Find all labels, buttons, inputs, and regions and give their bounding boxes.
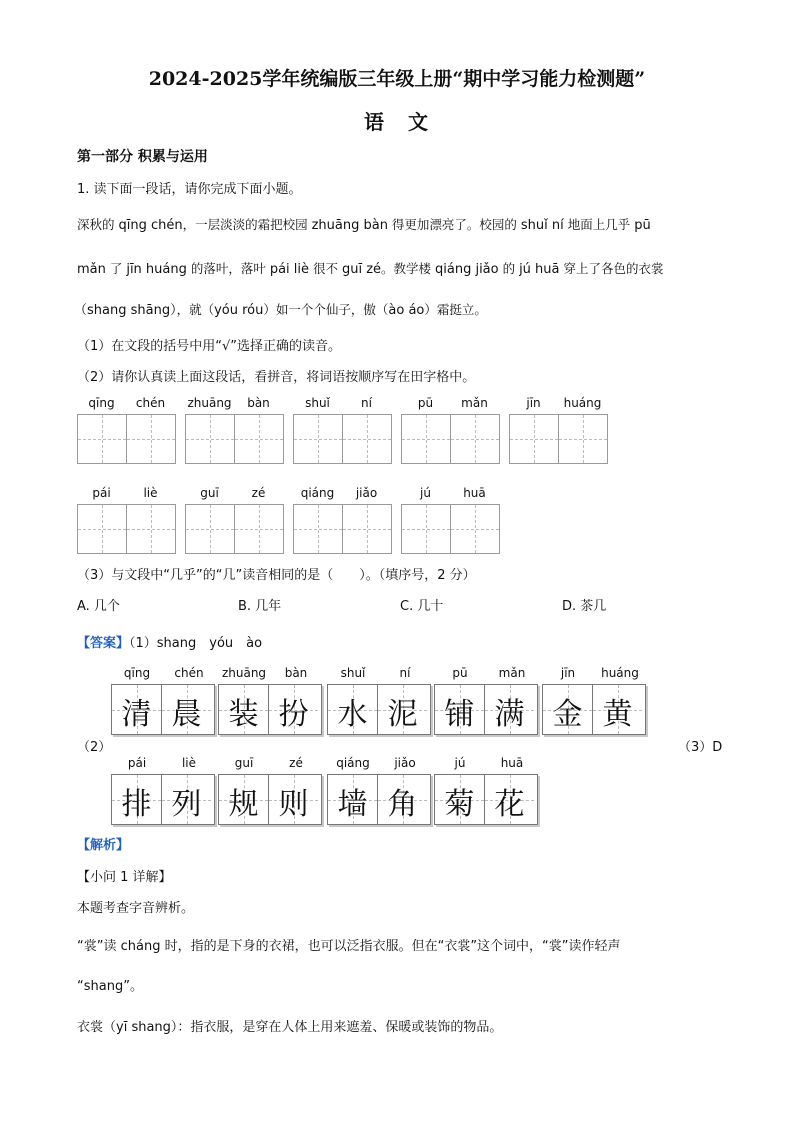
page-title: 2024-2025学年统编版三年级上册“期中学习能力检测题”: [148, 68, 646, 90]
writing-grid-9[interactable]: jú huā: [401, 486, 500, 554]
answer-grid-7: guī zé 规 则: [218, 756, 322, 825]
answer-grid-4: pū mǎn 铺 满: [434, 666, 538, 735]
passage-line-1: 深秋的 qīng chén，一层淡淡的霜把校园 zhuāng bàn 得更加漂亮了。校园的 shuǐ ní 地面上几乎 pū: [77, 217, 651, 233]
passage-line-3: （shang shāng），就（yóu róu）如一个个仙子，傲（ào áo）霜挺立。: [74, 302, 487, 318]
answer-line: [77, 632, 262, 651]
answer-grid-2: zhuāng bàn 装 扮: [218, 666, 322, 735]
answer-grid-1: qīng chén 清 晨: [111, 666, 215, 735]
writing-grid-4[interactable]: pū mǎn: [401, 396, 500, 464]
section-heading: 第一部分 积累与运用: [77, 149, 208, 165]
option-d[interactable]: D. 茶几: [562, 599, 607, 614]
answer-label: 【答案】: [77, 636, 130, 651]
answer-grid-5: jīn huáng 金 黄: [542, 666, 646, 735]
answer-part-3: （3）D: [678, 740, 723, 755]
option-c[interactable]: C. 几十: [400, 599, 444, 614]
sub-question-2: （2）请你认真读上面这段话，看拼音，将词语按顺序写在田字格中。: [77, 370, 476, 385]
sub-question-3: （3）与文段中“几乎”的“几”读音相同的是（ ）。（填序号，2 分）: [77, 568, 476, 583]
writing-grid-3[interactable]: shuǐ ní: [293, 396, 392, 464]
writing-grid-6[interactable]: pái liè: [77, 486, 176, 554]
subject-char-2: 文: [408, 110, 430, 134]
writing-grid-1[interactable]: qīng chén: [77, 396, 176, 464]
question-intro: 1. 读下面一段话，请你完成下面小题。: [77, 182, 302, 197]
answer-grid-6: pái liè 排 列: [111, 756, 215, 825]
explanation-line-2: “裳”读 cháng 时，指的是下身的衣裙，也可以泛指衣服。但在“衣裳”这个词中，“裳”读作轻声: [77, 939, 621, 954]
writing-grid-7[interactable]: guī zé: [185, 486, 284, 554]
passage-line-2: mǎn 了 jīn huáng 的落叶，落叶 pái liè 很不 guī zé。教学楼 qiáng jiǎo 的 jú huā 穿上了各色的衣裳: [77, 261, 664, 277]
explanation-line-3: “shang”。: [77, 979, 143, 994]
option-b[interactable]: B. 几年: [238, 599, 282, 614]
answer-part-2-label: （2）: [77, 740, 112, 755]
analysis-label: 【解析】: [77, 838, 130, 853]
writing-grid-8[interactable]: qiáng jiǎo: [293, 486, 392, 554]
answer-grid-8: qiáng jiǎo 墙 角: [327, 756, 431, 825]
writing-grid-2[interactable]: zhuāng bàn: [185, 396, 284, 464]
subject-char-1: 语: [364, 110, 386, 134]
question-detail-heading: 【小问 1 详解】: [77, 870, 172, 885]
answer-grid-9: jú huā 菊 花: [434, 756, 538, 825]
explanation-line-1: 本题考查字音辨析。: [77, 901, 195, 916]
explanation-line-4: 衣裳（yī shang）：指衣服，是穿在人体上用来遮羞、保暖或装饰的物品。: [77, 1020, 503, 1035]
writing-grid-5[interactable]: jīn huáng: [509, 396, 608, 464]
sub-question-1: （1）在文段的括号中用“√”选择正确的读音。: [77, 339, 342, 354]
answer-part-1: （1）shang yóu ào: [129, 636, 263, 651]
option-a[interactable]: A. 几个: [77, 599, 120, 614]
subject-title: [0, 106, 794, 135]
answer-grid-3: shuǐ ní 水 泥: [327, 666, 431, 735]
